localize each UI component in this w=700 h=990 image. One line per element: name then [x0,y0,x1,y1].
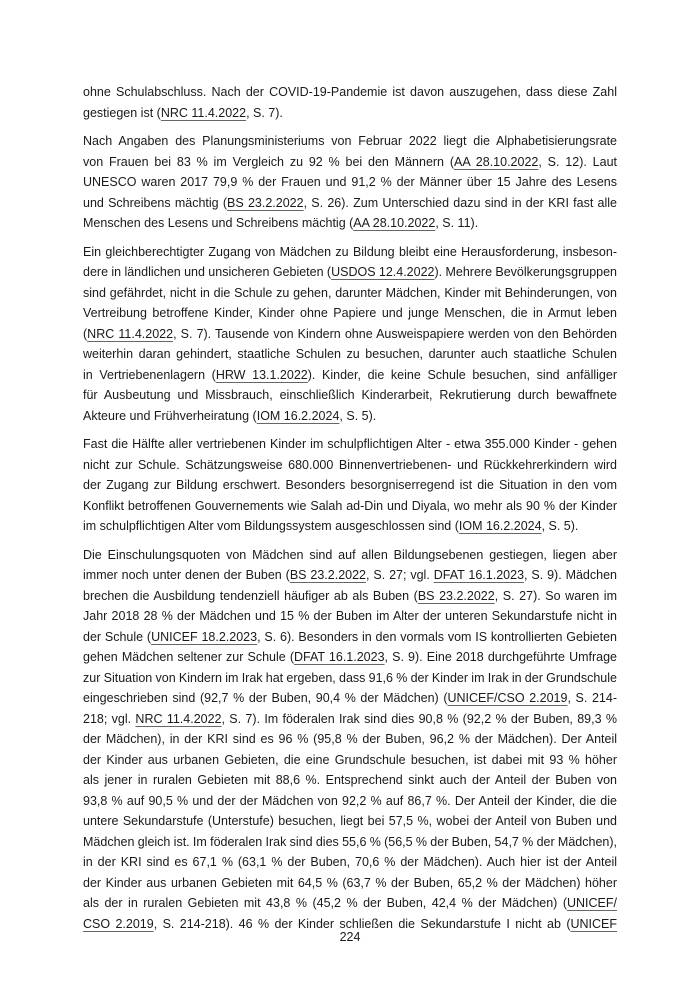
citation-link[interactable]: UNICEF/ [567,896,617,910]
paragraph [83,242,617,427]
text-line [83,152,617,173]
citation-link[interactable]: BS 23.2.2022 [227,195,304,210]
text-segment: , S. 11). [435,216,479,230]
citation-link[interactable]: AA 28.10.2022 [353,216,436,230]
text-segment: , S. 9). Mädchen [524,568,617,582]
citation-link[interactable]: BS 23.2.2022 [289,568,367,582]
text-line [83,729,617,750]
text-line [83,365,617,386]
text-segment: der Kinder aus urbanen Gebieten mit 64,5 % (63,7 % der Buben, 65,2 % der Mädchen) höher [83,875,617,890]
text-segment: Menschen des Lesens und Schreibens mächtig ( [83,216,354,230]
paragraph [83,434,617,537]
document-body [83,82,617,942]
text-line [83,434,617,455]
text-segment: ). Mehrere Bevölkerungsgruppen [434,265,618,279]
text-segment: gehen Mädchen seltener zur Schule ( [83,650,294,664]
text-line [83,647,617,668]
text-segment: 218; vgl. [83,711,136,726]
text-segment: der Mädchen), in der KRI sind es 96 % (95,8 % der Buben, 96,2 % der Mädchen). Der Anteil [83,732,617,746]
text-line [83,82,617,103]
text-line [83,172,617,193]
text-segment: , S. 27; vgl. [366,568,434,582]
text-segment: brechen die Ausbildung tendenziell häufiger ab als Buben ( [83,588,418,603]
text-segment: Fast die Hälfte aller vertriebenen Kinder im schulpflichtigen Alter - etwa 355.000 Kinder - gehen [83,437,617,451]
text-segment: , S. 12). Laut [538,154,617,169]
text-segment: , S. 27). So waren im [494,588,617,603]
text-segment: Nach Angaben des Planungsministeriums von Februar 2022 liegt die Alphabetisierungsrate [83,134,617,148]
text-segment: dere in ländlichen und unsicheren Gebieten ( [83,265,332,279]
text-line [83,496,617,517]
text-line [83,811,617,832]
text-segment: nicht zur Schule. Schätzungsweise 680.000 Binnenvertriebenen- und Rückkehrerkindern wird [83,457,617,472]
text-segment: ). Kinder, die keine Schule besuchen, sind anfälliger [307,367,617,382]
text-line [83,565,617,586]
text-segment: Akteure und Frühverheiratung ( [83,408,257,423]
text-line [83,709,617,730]
text-line [83,131,617,152]
text-line [83,545,617,566]
text-line [83,832,617,853]
paragraph [83,545,617,935]
text-line [83,688,617,709]
text-segment: in Vertriebenenlagern ( [83,367,216,382]
text-segment: Ein gleichberechtigter Zugang von Mädchen zu Bildung bleibt eine Herausforderung, insbeson- [83,244,617,259]
citation-link[interactable]: NRC 11.4.2022 [160,105,247,120]
text-line [83,262,617,283]
text-line [83,516,617,537]
text-segment: , S. 7). [246,105,283,120]
citation-link[interactable]: BS 23.2.2022 [417,588,495,603]
paragraph [83,131,617,234]
text-segment: Vertreibung betroffene Kinder, Kinder ohne Papiere und junge Menschen, die in Armut leben [83,306,617,320]
text-segment: , S. 5). [339,408,377,423]
text-line [83,852,617,873]
text-segment: , S. 214-218). 46 % der Kinder schließen die Sekundarstufe I nicht ab ( [153,916,571,931]
text-line [83,283,617,304]
text-segment: immer noch unter denen der Buben ( [83,568,290,582]
page-number: 224 [339,930,361,944]
text-line [83,242,617,263]
text-line [83,873,617,894]
citation-link[interactable]: USDOS 12.4.2022 [331,265,435,279]
text-line [83,303,617,324]
text-line [83,750,617,771]
text-segment: sind gefährdet, nicht in die Schule zu gehen, darunter Mädchen, Kinder mit Behinderungen, von [83,285,617,300]
text-line [83,213,617,234]
citation-link[interactable]: NRC 11.4.2022 [87,326,174,341]
text-segment: als der in ruralen Gebieten mit 43,8 % (45,2 % der Buben, 42,4 % der Mädchen) ( [83,896,567,910]
text-line [83,406,617,427]
text-line [83,344,617,365]
text-line [83,103,617,124]
citation-link[interactable]: HRW 13.1.2022 [215,367,308,382]
text-segment: , S. 26). Zum Unterschied dazu sind in der KRI fast alle [303,195,617,210]
text-line [83,791,617,812]
text-segment: ( [83,326,88,341]
text-line [83,606,617,627]
citation-link[interactable]: UNICEF/CSO 2.2019 [447,691,568,705]
text-segment: Mädchen gleich ist. Im föderalen Irak sind dies 55,6 % (56,5 % der Buben, 54,7 % der Mädchen), [83,834,617,849]
text-segment: , S. 5). [541,519,579,533]
text-line [83,475,617,496]
text-segment: , S. 6). Besonders in den vormals vom IS kontrollierten Gebieten [257,629,618,644]
text-line [83,893,617,914]
text-line [83,668,617,689]
citation-link[interactable]: UNICEF [570,916,618,931]
text-segment: im schulpflichtigen Alter vom Bildungssystem ausgeschlossen sind ( [83,519,459,533]
citation-link[interactable]: IOM 16.2.2024 [256,408,340,423]
citation-link[interactable]: CSO 2.2019 [83,916,154,931]
text-segment: in der KRI sind es 67,1 % (63,1 % der Buben, 70,6 % der Mädchen). Auch hier ist der Anteil [83,855,617,869]
text-segment: , S. 214- [567,691,618,705]
text-segment: 93,8 % auf 90,5 % und der der Mädchen von 92,2 % auf 86,7 %. Der Anteil der Kinder, die die [83,793,617,808]
text-segment: von Frauen bei 83 % im Vergleich zu 92 % bei den Männern ( [83,154,454,169]
text-segment: zur Situation von Kindern im Irak hat ergeben, dass 91,6 % der Kinder im Irak in der Grundschule [83,670,617,685]
text-segment: der Kinder aus urbanen Gebieten, die eine Grundschule besuchen, ist dabei mit 93 % höher [83,752,617,767]
text-line [83,586,617,607]
text-line [83,193,617,214]
citation-link[interactable]: NRC 11.4.2022 [135,711,222,726]
citation-link[interactable]: AA 28.10.2022 [454,154,539,169]
text-segment: und Schreibens mächtig ( [83,195,228,210]
text-segment: eingeschrieben sind (92,7 % der Buben, 90,4 % der Mädchen) ( [83,691,448,705]
text-segment: , S. 7). Im föderalen Irak sind dies 90,8 % (92,2 % der Buben, 89,3 % [221,711,617,726]
citation-link[interactable]: IOM 16.2.2024 [458,519,542,533]
text-segment: UNESCO waren 2017 79,9 % der Frauen und 91,2 % der Männer über 15 Jahre des Lesens [83,175,617,189]
text-segment: untere Sekundarstufe (Unterstufe) besuchen, liegt bei 57,5 %, wobei der Anteil von Buben und [83,814,617,828]
text-line [83,770,617,791]
text-segment: als jener in ruralen Gebieten mit 88,6 %. Entsprechend sinkt auch der Anteil der Buben von [83,773,617,787]
text-line [83,385,617,406]
text-segment: Konflikt betroffenen Gouvernements wie Salah ad-Din und Diyala, wo mehr als 90 % der Kinder [83,498,617,513]
text-segment: der Schule ( [83,629,152,644]
text-segment: der Zugang zur Bildung erschwert. Besonders besorgniserregend ist die Situation in den vom [83,478,617,492]
text-segment: weiterhin daran gehindert, staatliche Schulen zu besuchen, darunter auch staatliche Schulen [83,347,617,361]
text-segment: Die Einschulungsquoten von Mädchen sind auf allen Bildungsebenen gestiegen, liegen aber [83,547,617,562]
text-segment: ohne Schulabschluss. Nach der COVID-19-Pandemie ist davon auszugehen, dass diese Zahl [83,85,617,99]
text-segment: Jahr 2018 28 % der Mädchen und 15 % der Buben im Alter der unteren Sekundarstufe nicht in [83,609,617,623]
text-line [83,455,617,476]
text-segment: für Ausbeutung und Missbrauch, einschließlich Kinderarbeit, Rekrutierung durch bewaffnete [83,388,617,402]
paragraph [83,82,617,123]
citation-link[interactable]: UNICEF 18.2.2023 [151,629,258,644]
citation-link[interactable]: DFAT 16.1.2023 [433,568,525,582]
citation-link[interactable]: DFAT 16.1.2023 [294,650,385,664]
text-line [83,324,617,345]
text-line [83,627,617,648]
text-segment: gestiegen ist ( [83,105,161,120]
text-segment: , S. 7). Tausende von Kindern ohne Ausweispapiere werden von den Behörden [173,326,617,341]
text-segment: , S. 9). Eine 2018 durchgeführte Umfrage [384,650,618,664]
